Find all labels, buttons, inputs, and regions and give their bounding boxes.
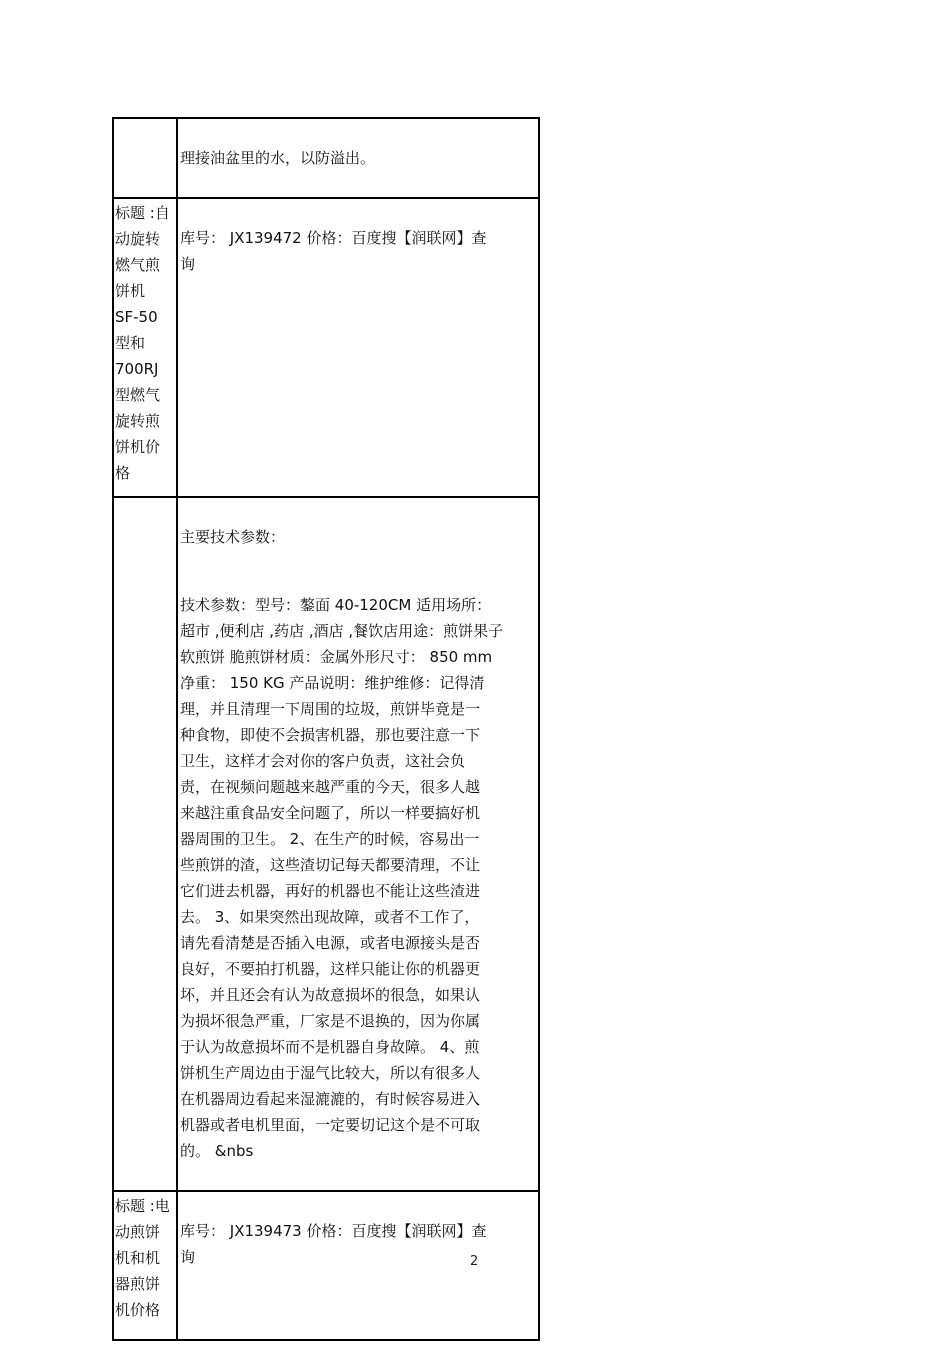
title-cell	[113, 497, 177, 1191]
table-row	[113, 118, 539, 198]
title-cell	[113, 198, 177, 497]
title-text	[114, 498, 176, 499]
title-text: 标题 :电 动煎饼 机和机 器煎饼 机价格	[115, 1197, 170, 1319]
content-text: 库号： JX139472 价格：百度搜【润联网】查 询	[180, 229, 487, 273]
table-row	[113, 198, 539, 497]
content-cell	[177, 1191, 539, 1340]
title-cell	[113, 118, 177, 198]
title-cell	[113, 1191, 177, 1340]
title-text: 标题 :自 动旋转 燃气煎 饼机 SF-50 型和 700RJ 型燃气 旋转煎 饼机价 格	[115, 204, 170, 482]
table-row	[113, 497, 539, 1191]
content-text: 库号： JX139473 价格：百度搜【润联网】查 询	[180, 1222, 487, 1266]
content-text: 技术参数：型号：鏊面 40-120CM 适用场所： 超市 ,便利店 ,药店 ,酒店 ,餐饮店用途：煎饼果子 软煎饼 脆煎饼材质：金属外形尺寸： 850 mm 净重： 150 KG 产品说明：维护维修：记得清 理，并且清理一下周围的垃圾，煎饼毕竟是一 种食物，即使不会损害机器，那也要注意一下 卫生，这样才会对你的客户负责，这社会负 责，在视频问题越来越严重的今天，很多人越 来越注重食品安全问题了，所以一样要搞好机 器周围的卫生。 2、在生产的时候，容易出一 些煎饼的渣，这些渣切记每天都要清理，不让 它们进去机器，再好的机器也不能让这些渣进 去。 3、如果突然出现故障，或者不工作了， 请先看清楚是否插入电源，或者电源接头是否 良好，不要拍打机器，这样只能让你的机器更 坏，并且还会有认为故意损坏的很急，如果认 为损坏很急严重，厂家是不退换的，因为你属 于认为故意损坏而不是机器自身故障。 4、煎 饼机生产周边由于湿气比较大，所以有很多人 在机器周边看起来湿漉漉的，有时候容易进入 机器或者电机里面，一定要切记这个是不可取 的。 &nbs	[180, 596, 504, 1160]
content-text: 理接油盆里的水，以防溢出。	[180, 149, 376, 167]
section-heading: 主要技术参数：	[180, 528, 286, 546]
content-cell	[177, 198, 539, 497]
product-table	[112, 117, 540, 1341]
content-cell	[177, 497, 539, 1191]
page-number: 2	[470, 1254, 479, 1269]
content-cell	[177, 118, 539, 198]
